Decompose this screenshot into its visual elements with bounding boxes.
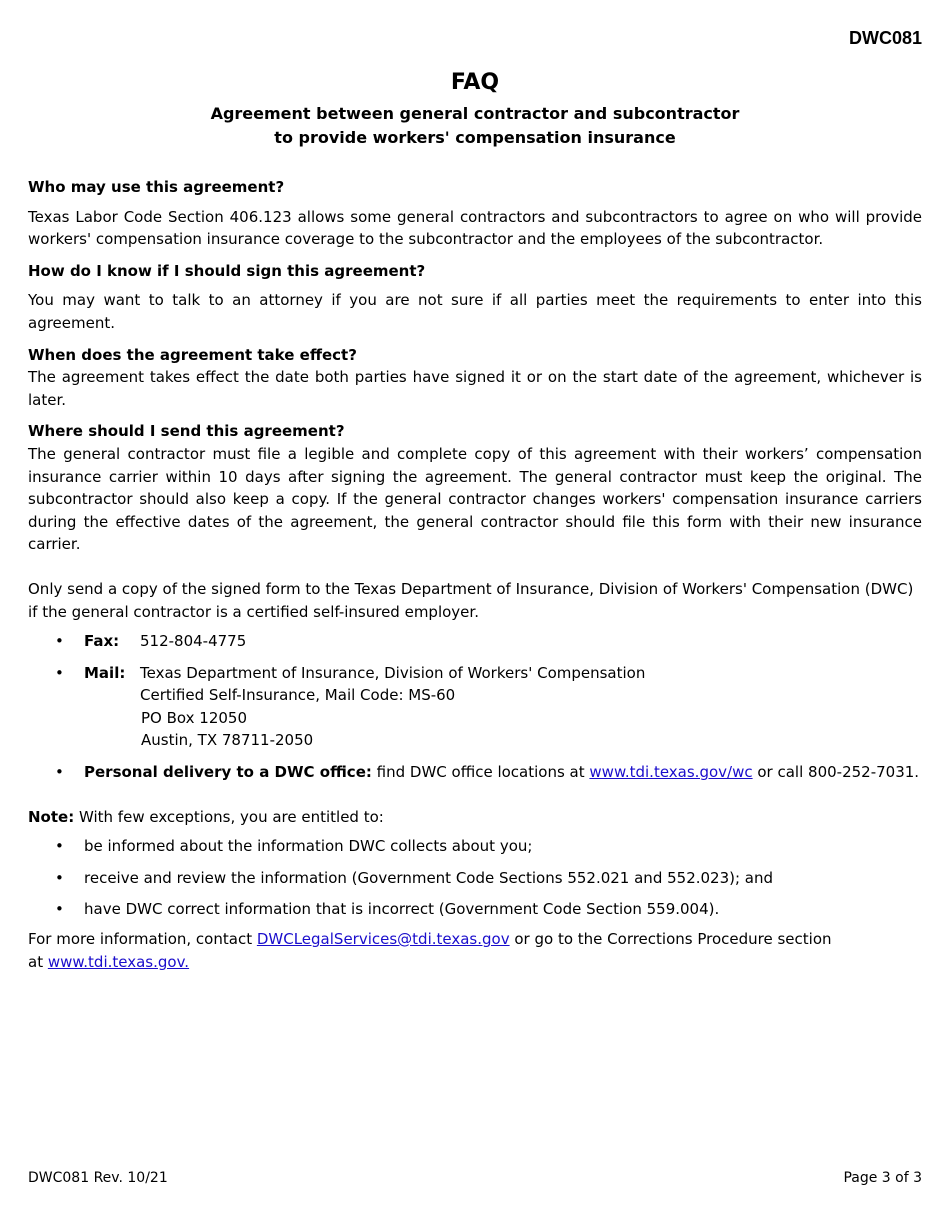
- subtitle-line-1: Agreement between general contractor and subcontractor: [210, 104, 740, 123]
- delivery-item: [28, 761, 922, 784]
- mail-line-3: PO Box 12050: [141, 708, 247, 727]
- faq-content: [28, 176, 922, 973]
- mail-item: [28, 662, 922, 752]
- more-info-middle: or go to the Corrections Procedure section: [514, 930, 832, 949]
- rights-list: [28, 835, 922, 921]
- footer-revision: DWC081 Rev. 10/21: [28, 1170, 168, 1186]
- fax-item: [28, 630, 922, 653]
- where-body: The general contractor must file a legible and complete copy of this agreement with their workers’ compensation insurance carrier within 10 days after signing the agreement. The general contractor must keep the original. The subcontractor should also keep a copy. If the general contractor changes workers' compensation insurance carriers during the effective dates of the agreement, the general contractor should file this form with their new insurance carrier.: [28, 444, 922, 554]
- note-intro: [28, 806, 922, 829]
- when-body: The agreement takes effect the date both parties have signed it or on the start date of the agreement, whichever is later.: [28, 368, 922, 409]
- legal-services-email-link[interactable]: DWCLegalServices@tdi.texas.gov: [256, 930, 510, 949]
- page-title: FAQ: [450, 70, 500, 95]
- where-heading: Where should I send this agreement?: [28, 422, 345, 441]
- delivery-suffix: or call 800-252-7031.: [757, 763, 920, 782]
- mail-label: • Mail:: [84, 663, 126, 682]
- how-body: You may want to talk to an attorney if you are not sure if all parties meet the requirements to enter into this agreement.: [28, 291, 922, 332]
- note-label: Note:: [28, 807, 75, 826]
- who-body: Texas Labor Code Section 406.123 allows some general contractors and subcontractors to agree on who will provide workers' compensation insurance coverage to the subcontractor and the employees of the subcontractor.: [28, 207, 922, 249]
- mail-line-4: Austin, TX 78711-2050: [141, 731, 314, 750]
- mail-line-2: Certified Self-Insurance, Mail Code: MS-60: [140, 686, 456, 705]
- form-id: DWC081: [848, 28, 922, 48]
- more-info: [28, 928, 922, 973]
- mail-address: [140, 662, 645, 752]
- contact-list: [28, 630, 922, 784]
- page-subtitle: [0, 102, 950, 150]
- fax-label: • Fax:: [84, 632, 120, 651]
- mail-line-1: Texas Department of Insurance, Division of Workers' Compensation: [140, 663, 646, 682]
- rights-item: • be informed about the information DWC collects about you;: [28, 835, 922, 858]
- more-info-prefix: For more information, contact: [28, 930, 253, 949]
- tdi-website-link[interactable]: www.tdi.texas.gov.: [47, 952, 190, 971]
- footer-page-number: Page 3 of 3: [843, 1170, 922, 1186]
- rights-item: • have DWC correct information that is incorrect (Government Code Section 559.004).: [28, 898, 922, 921]
- how-heading: How do I know if I should sign this agreement?: [28, 261, 426, 280]
- more-info-at: at: [28, 952, 44, 971]
- delivery-text: find DWC office locations at: [376, 763, 585, 782]
- dwc-office-link[interactable]: www.tdi.texas.gov/wc: [589, 763, 753, 782]
- when-heading: When does the agreement take effect?: [28, 345, 357, 364]
- who-heading: Who may use this agreement?: [28, 178, 285, 196]
- delivery-label: Personal delivery to a DWC office:: [84, 763, 372, 782]
- self-insured-note: Only send a copy of the signed form to the Texas Department of Insurance, Division of Workers' Compensation (DWC) if the general contractor is a certified self-insured employer.: [28, 579, 914, 621]
- subtitle-line-2: to provide workers' compensation insurance: [274, 128, 676, 147]
- note-text: With few exceptions, you are entitled to:: [78, 807, 384, 826]
- rights-item: • receive and review the information (Government Code Sections 552.021 and 552.023); and: [28, 867, 922, 890]
- fax-number: 512-804-4775: [140, 632, 247, 651]
